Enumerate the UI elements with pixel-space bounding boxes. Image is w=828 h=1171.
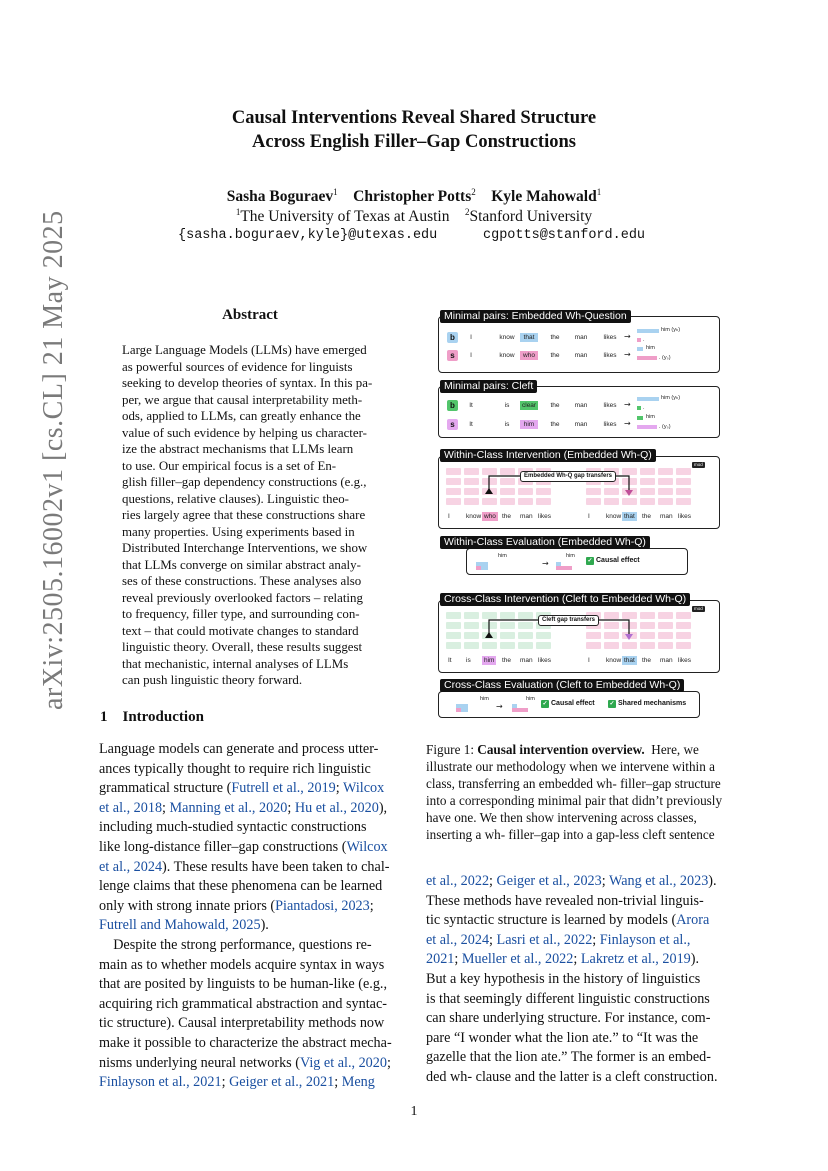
token: likes (678, 513, 692, 520)
author-affil-sup: 1 (596, 187, 602, 197)
token: clear (522, 402, 537, 409)
token: man (660, 657, 673, 664)
token: that (624, 513, 635, 520)
abstract-line: per, we argue that causal interpretability meth- (122, 392, 363, 407)
body-text-span: like long-distance filler–gap constructions ( (99, 838, 347, 855)
token: likes (678, 657, 692, 664)
body-text-span: ). (690, 951, 700, 968)
arrow-right-icon: → (624, 332, 631, 341)
citation-link[interactable]: Futrell et al., 2019 (231, 780, 336, 797)
citation-link[interactable]: et al., 2022 (426, 873, 490, 889)
author-name: Sasha Boguraev (226, 188, 334, 205)
arrow-right-icon: → (624, 350, 631, 359)
body-text-span: ; (489, 873, 497, 889)
panel-minimal-pairs-whq (438, 316, 720, 373)
body-line (99, 1034, 405, 1054)
output-label: him (yₕ) (661, 327, 681, 333)
bar-pink (637, 356, 657, 360)
author-name: Christopher Potts (353, 188, 472, 205)
token: know (499, 352, 515, 359)
citation-link[interactable]: Finlayson et al., (599, 931, 691, 948)
transfer-label: Embedded Wh-Q gap transfers (520, 471, 616, 482)
arrow-right-icon: → (624, 419, 631, 428)
arrow-right-icon: → (496, 702, 503, 711)
transfer-arrow (438, 602, 720, 662)
output-label: . (643, 337, 645, 343)
citation-link[interactable]: Wilcox (343, 780, 385, 797)
body-text-span: can share underlying structure. For instance, com- (426, 1010, 711, 1027)
intro-left-column (99, 740, 405, 1093)
token: the (550, 421, 560, 428)
token: It (469, 402, 473, 409)
page-number: 1 (410, 1104, 418, 1119)
abstract-line: to use. Our empirical focus is a set of En- (122, 458, 337, 473)
body-text-span: ; (334, 1074, 342, 1091)
mod-tag: mod (694, 462, 703, 467)
bar-pink (556, 566, 572, 570)
body-text-span: lenge claims that these phenomena can be learned (99, 878, 383, 895)
bar-pink (637, 425, 657, 429)
abstract-line: text – that could motivate changes to standard (122, 623, 359, 638)
body-text-span: ; (386, 1054, 391, 1071)
body-text-span: ; (335, 780, 344, 797)
bar-pink (456, 708, 461, 712)
caption-line: class, transferring an embedded wh- filler–gap structure (426, 776, 721, 791)
affiliation-1: The University of Texas at Austin (240, 208, 450, 225)
token: is (504, 402, 510, 409)
body-line (99, 838, 405, 858)
check-icon: ✓ (609, 701, 615, 707)
token: the (642, 657, 652, 664)
intro-right-column (426, 872, 732, 1088)
citation-link[interactable]: Arora (676, 912, 710, 929)
body-text-span: ; (601, 873, 609, 889)
citation-link[interactable]: Hu et al., 2020 (294, 799, 379, 816)
token: I (588, 513, 590, 520)
output-label: him (480, 696, 489, 702)
citation-link[interactable]: Geiger et al., 2023 (496, 873, 602, 889)
body-line (426, 872, 732, 892)
affiliation-2: Stanford University (469, 208, 593, 225)
caption-line: have one. We then show intervening across classes, (426, 810, 697, 825)
figure-label: Figure 1: (426, 742, 474, 757)
email-1: {sasha.boguraev,kyle}@utexas.edu (178, 228, 438, 243)
body-text-span: nisms underlying neural networks ( (99, 1054, 300, 1071)
abstract-line: Distributed Interchange Interventions, we show (122, 541, 368, 555)
body-line (426, 1068, 732, 1088)
token: know (606, 657, 622, 664)
body-text-span: including much-studied syntactic constructions (99, 819, 367, 836)
abstract-line: Large Language Models (LLMs) have emerged (122, 343, 367, 357)
panel-minimal-pairs-cleft (438, 386, 720, 438)
token: man (574, 421, 588, 428)
body-text-span: ). (260, 917, 269, 934)
bar-blue (637, 347, 643, 351)
body-line (426, 911, 732, 931)
token: likes (603, 421, 617, 428)
panel-title: Cross-Class Intervention (Cleft to Embedded Wh-Q) (440, 593, 690, 606)
paper-title-line-2: Across English Filler–Gap Constructions (252, 132, 576, 152)
result-text: Causal effect (551, 700, 595, 707)
body-text-span: Despite the strong performance, questions re- (99, 936, 372, 953)
check-icon: ✓ (542, 701, 548, 707)
body-text-span: ). (708, 873, 717, 889)
token: I (588, 657, 590, 664)
section-heading (100, 709, 204, 726)
arrow-right-icon: → (624, 400, 631, 409)
abstract-line: that mechanistic, internal analyses of LLMs (122, 656, 349, 671)
bar-pink (637, 338, 641, 342)
token: him (484, 657, 495, 664)
row-badge: b (447, 400, 458, 411)
citation-link[interactable]: Finlayson et al., 2021 (99, 1074, 222, 1091)
token: I (448, 513, 450, 520)
body-line (99, 779, 405, 799)
body-line (99, 916, 405, 936)
caption-line: into a corresponding minimal pair that didn’t previously (426, 793, 723, 808)
citation-link[interactable]: Vig et al., 2020 (299, 1054, 387, 1071)
section-number: 1 (100, 709, 108, 725)
abstract-heading: Abstract (222, 307, 278, 323)
abstract-line: glish filler–gap dependency constructions (e.g., (122, 475, 367, 489)
figure-caption (426, 741, 732, 843)
citation-link[interactable]: Geiger et al., 2021 (229, 1074, 335, 1091)
body-text-span: ; (162, 799, 170, 816)
shared-mechanisms-result (608, 700, 686, 708)
bar-pink (476, 566, 481, 570)
body-line (99, 936, 405, 956)
body-text-span: that are posited by linguists to be human-like (e.g., (99, 976, 388, 993)
body-text-span: Language models can generate and process utter- (99, 741, 379, 757)
token: man (574, 352, 588, 359)
bar-pink (512, 708, 528, 712)
abstract-line: ods, applied to LLMs, can greatly enhance the (122, 409, 361, 423)
body-line (99, 975, 405, 995)
body-text-span: grammatical structure ( (99, 780, 232, 797)
body-line (99, 877, 405, 897)
author-affil-sup: 1 (333, 187, 338, 197)
body-line (99, 799, 405, 819)
token: who (484, 513, 496, 520)
source-marker (485, 488, 493, 494)
bar-blue (637, 416, 643, 420)
citation-link[interactable]: Piantadosi, 2023 (275, 897, 370, 914)
body-line (426, 1009, 732, 1029)
token: It (469, 421, 473, 428)
token: likes (603, 352, 617, 359)
body-text-span: tic syntactic structure is learned by models ( (426, 912, 677, 929)
token: man (574, 402, 588, 409)
abstract-line: value of such evidence by helping us character- (122, 425, 367, 440)
output-label: him (498, 553, 507, 559)
source-marker (485, 632, 493, 638)
output-label: him (646, 345, 655, 351)
body-text-span: ). These results have been taken to chal- (162, 858, 390, 875)
token: man (574, 334, 588, 341)
token: I (470, 334, 472, 341)
caption-line: illustrate our methodology when we intervene within a (426, 759, 715, 774)
abstract-line: as powerful sources of evidence for linguists (122, 359, 353, 374)
token: likes (538, 657, 552, 664)
result-text: Shared mechanisms (618, 700, 687, 707)
row-badge: s (447, 419, 458, 430)
citation-link[interactable]: Mueller et al., 2022 (461, 951, 574, 968)
token: man (520, 657, 533, 664)
abstract-line: questions, relative clauses). Linguistic theo- (122, 491, 349, 506)
token: man (660, 513, 673, 520)
output-label: him (566, 553, 575, 559)
token: the (642, 513, 652, 520)
citation-link[interactable]: Wang et al., 2023 (608, 873, 709, 889)
abstract-line: to frequency, filler type, and surrounding con- (122, 607, 360, 621)
abstract-line: reveal previously overlooked factors – relating (122, 590, 363, 605)
body-line (99, 858, 405, 878)
body-text-span: pare “I wonder what the lion ate.” to “It was the (426, 1029, 699, 1046)
bar-blue (637, 397, 659, 401)
token: I (470, 352, 472, 359)
body-line (426, 1048, 732, 1068)
body-text-span: ; (287, 799, 295, 816)
citation-link[interactable]: et al., 2024 (99, 858, 163, 875)
body-text-span: ances typically thought to require rich linguistic (99, 760, 371, 777)
body-text-span: But a key hypothesis in the history of linguistics (426, 970, 701, 987)
abstract-line: that LLMs converge on similar abstract analy- (122, 557, 361, 572)
abstract-line: seeking to develop theories of syntax. In this pa- (122, 376, 373, 390)
token: that (624, 657, 635, 664)
check-icon: ✓ (587, 558, 593, 564)
body-line (99, 1014, 405, 1034)
body-text-span: tic structure). Causal interpretability methods now (99, 1015, 385, 1032)
citation-link[interactable]: et al., 2024 (426, 931, 490, 948)
panel-title: Cross-Class Evaluation (Cleft to Embedded Wh-Q) (440, 679, 684, 692)
body-text-span: ; (369, 897, 374, 914)
panel-title: Within-Class Evaluation (Embedded Wh-Q) (440, 536, 650, 549)
citation-link[interactable]: Meng (341, 1074, 375, 1091)
body-line (99, 740, 405, 760)
causal-effect-result (541, 700, 595, 708)
figure-1 (438, 308, 734, 728)
abstract-line: ize the abstract mechanisms that LLMs learn (122, 442, 354, 456)
transfer-arrow (438, 458, 720, 518)
citation-link[interactable]: Wilcox (346, 838, 388, 855)
arxiv-stamp: arXiv:2505.16002v1 [cs.CL] 21 May 2025 (38, 210, 69, 710)
affil-sup: 2 (464, 207, 470, 217)
affiliations (0, 207, 828, 226)
body-text-span: These methods have revealed non-trivial linguis- (426, 892, 704, 909)
token: the (550, 352, 560, 359)
caption-text: Here, we (651, 742, 699, 757)
token: know (466, 513, 482, 520)
mod-tag: mod (694, 606, 703, 611)
abstract-line: many properties. Using experiments based in (122, 524, 355, 539)
author-list (0, 187, 828, 206)
citation-link[interactable]: Lakretz et al., 2019 (580, 951, 691, 968)
row-badge: s (447, 350, 458, 361)
body-text-span: gazelle that the lion ate.” The former is an embed- (426, 1049, 711, 1066)
body-line (99, 1054, 405, 1074)
abstract-line: linguistic theory. Overall, these results suggest (122, 640, 363, 654)
email-2: cgpotts@stanford.edu (483, 228, 646, 243)
bar-pink (637, 406, 641, 410)
token: him (520, 420, 538, 429)
citation-link[interactable]: Futrell and Mahowald, 2025 (99, 917, 261, 934)
token: is (504, 421, 510, 428)
body-line (426, 892, 732, 912)
result-text: Causal effect (596, 557, 640, 564)
row-badge: b (447, 332, 458, 343)
panel-title: Minimal pairs: Embedded Wh-Question (440, 310, 631, 323)
abstract-body (122, 342, 380, 689)
body-line (426, 990, 732, 1010)
abstract-line: can push linguistic theory forward. (122, 673, 303, 687)
author-name: Kyle Mahowald (491, 188, 597, 205)
citation-link[interactable]: et al., 2018 (99, 799, 163, 816)
citation-link[interactable]: 2021 (426, 951, 455, 968)
token: that (520, 333, 538, 342)
body-line (426, 931, 732, 951)
panel-title: Minimal pairs: Cleft (440, 380, 537, 393)
body-line (99, 760, 405, 780)
token: know (499, 334, 515, 341)
token: likes (603, 334, 617, 341)
body-text-span: ; (221, 1074, 230, 1091)
output-label: . (yₛ) (659, 424, 671, 430)
paper-title-line-1: Causal Interventions Reveal Shared Structure (231, 108, 597, 128)
body-text-span: acquiring rich grammatical abstraction and syntac- (99, 995, 387, 1012)
body-text-span: ; (592, 931, 600, 948)
body-text-span: only with strong innate priors ( (99, 897, 276, 914)
body-line (99, 956, 405, 976)
author-affil-sup: 2 (471, 187, 476, 197)
body-text-span: ), (378, 799, 388, 816)
token: likes (603, 402, 617, 409)
token: who (520, 351, 538, 360)
citation-link[interactable]: Manning et al., 2020 (169, 799, 288, 816)
body-text-span: ; (573, 951, 581, 968)
output-label: him (526, 696, 535, 702)
token: It (448, 657, 452, 664)
citation-link[interactable]: Lasri et al., 2022 (496, 931, 593, 948)
target-marker (625, 490, 633, 496)
caption-bold-title: Causal intervention overview. (477, 742, 645, 757)
body-line (99, 1073, 405, 1093)
token: is (466, 657, 471, 664)
token: likes (538, 513, 552, 520)
body-text-span: make it possible to characterize the abstract mecha- (99, 1034, 392, 1051)
abstract-line: ses of these constructions. These analyses also (122, 574, 362, 588)
token: the (550, 334, 560, 341)
causal-effect-result (586, 557, 640, 565)
arrow-right-icon: → (542, 559, 549, 568)
token: the (550, 402, 560, 409)
token: the (502, 513, 512, 520)
section-title: Introduction (122, 709, 204, 725)
transfer-label: Cleft gap transfers (538, 615, 599, 626)
bar-blue (637, 329, 659, 333)
target-marker (625, 634, 633, 640)
token: man (520, 513, 533, 520)
output-label: . (643, 405, 645, 411)
abstract-line: ries largely agree that these constructions share (122, 508, 366, 522)
output-label: him (646, 414, 655, 420)
body-text-span: ; (489, 931, 497, 948)
token: the (502, 657, 512, 664)
body-line (426, 970, 732, 990)
caption-line (426, 741, 732, 758)
body-text-span: ded wh- clause and the latter is a cleft construction. (426, 1068, 718, 1085)
body-line (99, 995, 405, 1015)
body-text-span: is that seemingly different linguistic constructions (426, 990, 710, 1007)
body-line (99, 897, 405, 917)
panel-title: Within-Class Intervention (Embedded Wh-Q) (440, 449, 656, 462)
affil-sup: 1 (235, 207, 241, 217)
body-text-span: main as to whether models acquire syntax in ways (99, 956, 385, 973)
body-text-span: ; (454, 951, 462, 968)
token: know (606, 513, 622, 520)
output-label: . (yₛ) (659, 355, 671, 361)
body-line (99, 818, 405, 838)
body-line (426, 950, 732, 970)
output-label: him (yₕ) (661, 395, 681, 401)
body-line (426, 1029, 732, 1049)
caption-line: inserting a wh- filler–gap into a gap-less cleft sentence (426, 827, 715, 842)
